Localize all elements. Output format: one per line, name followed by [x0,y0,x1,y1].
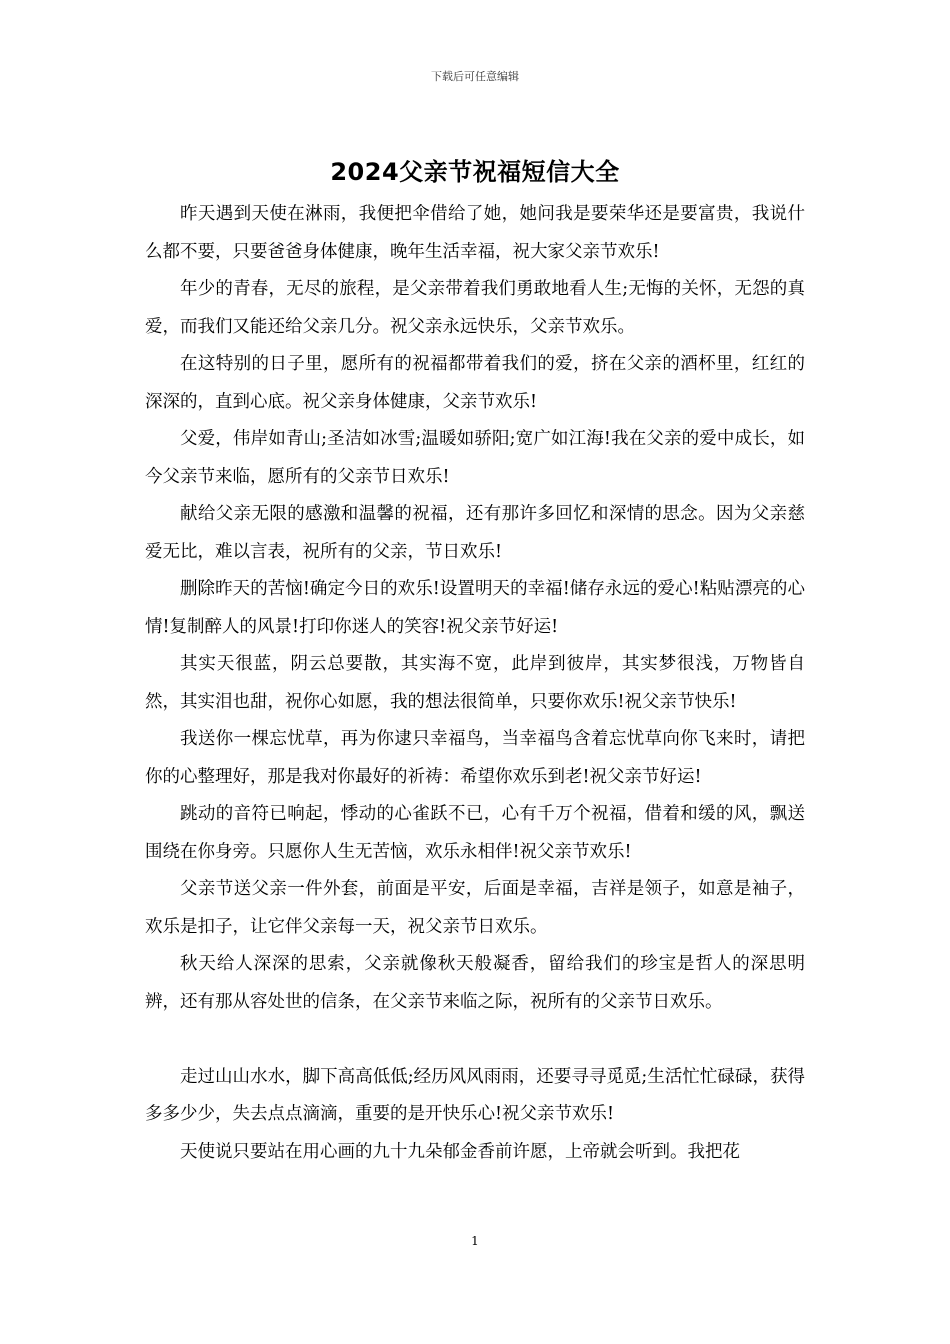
document-title: 2024父亲节祝福短信大全 [330,158,620,186]
paragraph: 删除昨天的苦恼!确定今日的欢乐!设置明天的幸福!储存永远的爱心!粘贴漂亮的心情!复制醉人的风景!打印你迷人的笑容!祝父亲节好运! [145,579,805,637]
paragraph: 天使说只要站在用心画的九十九朵郁金香前许愿，上帝就会听到。我把花 [180,1141,740,1162]
paragraph: 父亲节送父亲一件外套，前面是平安，后面是幸福，吉祥是领子，如意是袖子，欢乐是扣子，让它伴父亲每一天，祝父亲节日欢乐。 [145,879,805,937]
paragraph: 献给父亲无限的感激和温馨的祝福，还有那许多回忆和深情的思念。因为父亲慈爱无比，难以言表，祝所有的父亲，节日欢乐! [145,504,805,562]
paragraph: 父爱，伟岸如青山;圣洁如冰雪;温暖如骄阳;宽广如江海!我在父亲的爱中成长，如今父亲节来临，愿所有的父亲节日欢乐! [145,429,805,487]
paragraph: 昨天遇到天使在淋雨，我便把伞借给了她，她问我是要荣华还是要富贵，我说什么都不要，只要爸爸身体健康，晚年生活幸福，祝大家父亲节欢乐! [145,204,805,262]
paragraph: 其实天很蓝，阴云总要散，其实海不宽，此岸到彼岸，其实梦很浅，万物皆自然，其实泪也甜，祝你心如愿，我的想法很简单，只要你欢乐!祝父亲节快乐! [145,654,805,712]
page-number: 1 [471,1234,479,1248]
document-body [145,196,805,1171]
paragraph: 秋天给人深深的思索，父亲就像秋天般凝香，留给我们的珍宝是哲人的深思明辨，还有那从容处世的信条，在父亲节来临之际，祝所有的父亲节日欢乐。 [145,954,805,1012]
paragraph: 在这特别的日子里，愿所有的祝福都带着我们的爱，挤在父亲的酒杯里，红红的深深的，直到心底。祝父亲身体健康，父亲节欢乐! [145,354,805,412]
blank-line [145,1021,805,1059]
paragraph: 我送你一棵忘忧草，再为你逮只幸福鸟，当幸福鸟含着忘忧草向你飞来时，请把你的心整理好，那是我对你最好的祈祷：希望你欢乐到老!祝父亲节好运! [145,729,805,787]
header-note: 下载后可任意编辑 [431,70,519,83]
paragraph: 走过山山水水，脚下高高低低;经历风风雨雨，还要寻寻觅觅;生活忙忙碌碌，获得多多少少，失去点点滴滴，重要的是开快乐心!祝父亲节欢乐! [145,1066,805,1124]
paragraph: 年少的青春，无尽的旅程，是父亲带着我们勇敢地看人生;无悔的关怀，无怨的真爱，而我们又能还给父亲几分。祝父亲永远快乐，父亲节欢乐。 [145,279,805,337]
paragraph: 跳动的音符已响起，悸动的心雀跃不已，心有千万个祝福，借着和缓的风，飘送围绕在你身旁。只愿你人生无苦恼，欢乐永相伴!祝父亲节欢乐! [145,804,805,862]
